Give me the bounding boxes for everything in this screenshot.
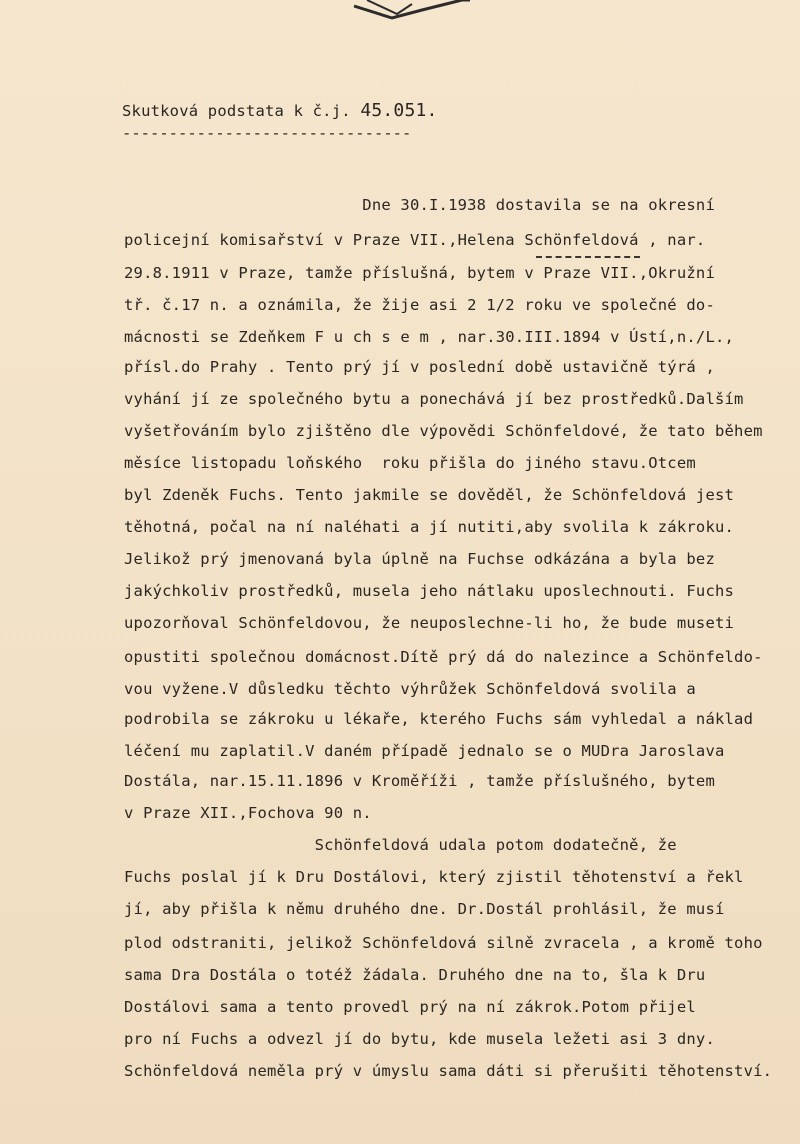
text-line: podrobila se zákroku u lékaře, kterého Fuchs sám vyhledal a náklad [124,710,754,728]
text-line: Dne 30.I.1938 dostavila se na okresní [124,196,715,214]
text-line: Schönfeldová neměla prý v úmyslu sama dáti si přerušiti těhotenství. [124,1062,773,1080]
text-line: pro ní Fuchs a odvezl jí do bytu, kde musela ležeti asi 3 dny. [124,1030,715,1048]
text-line: Dostálovi sama a tento provedl prý na ní zákrok.Potom přijel [124,998,696,1016]
text-line: plod odstraniti, jelikož Schönfeldová silně zvracela , a kromě toho [124,934,763,952]
text-line: 29.8.1911 v Praze, tamže příslušná, bytem v Praze VII.,Okružní [124,264,715,282]
document-title [122,100,438,121]
text-line: sama Dra Dostála o totéž žádala. Druhého dne na to, šla k Dru [124,966,706,984]
text-line: léčení mu zaplatil.V daném případě jednalo se o MUDra Jaroslava [124,742,725,760]
text-line: tř. č.17 n. a oznámila, že žije asi 2 1/2 roku ve společné do- [124,296,715,314]
title-underline: ------------------------------- [122,124,412,142]
text-line: jí, aby přišla k němu druhého dne. Dr.Dostál prohlásil, že musí [124,900,725,918]
text-line: vyhání jí ze společného bytu a ponechává jí bez prostředků.Dalším [124,390,744,408]
text-line: Fuchs poslal jí k Dru Dostálovi, který zjistil těhotenství a řekl [124,868,744,886]
text-line: Schönfeldová udala potom dodatečně, že [124,836,677,854]
text-line: byl Zdeněk Fuchs. Tento jakmile se dověděl, že Schönfeldová jest [124,486,735,504]
text-line: Jelikož prý jmenovaná byla úplně na Fuchse odkázána a byla bez [124,550,715,568]
text-line: jakýchkoliv prostředků, musela jeho nátlaku uposlechnouti. Fuchs [124,582,735,600]
text-line: opustiti společnou domácnost.Dítě prý dá do nalezince a Schönfeldo- [124,648,763,666]
text-line: mácnosti se Zdeňkem F u ch s e m , nar.30.III.1894 v Ústí,n./L., [124,328,735,346]
text-line: těhotná, počal na ní naléhati a jí nutiti,aby svolila k zákroku. [124,518,735,536]
text-line: vyšetřováním bylo zjištěno dle výpovědi Schönfeldové, že tato během [124,422,763,440]
paper-clip-mark [352,0,472,30]
underline-mark [536,256,640,258]
text-line: v Praze XII.,Fochova 90 n. [124,804,372,822]
text-line: Dostála, nar.15.11.1896 v Kroměříži , tamže příslušného, bytem [124,772,715,790]
title-prefix: Skutková podstata k č.j. [122,102,351,120]
text-line: policejní komisařství v Praze VII.,Helena Schönfeldová , nar. [124,231,706,249]
title-number: 45.051. [360,100,438,121]
text-line: upozorňoval Schönfeldovou, že neuposlechne-li ho, že bude museti [124,614,735,632]
text-line: měsíce listopadu loňského roku přišla do jiného stavu.Otcem [124,454,696,472]
text-line: vou vyžene.V důsledku těchto výhrůžek Schönfeldová svolila a [124,680,696,698]
text-line: přísl.do Prahy . Tento prý jí v poslední době ustavičně týrá , [124,358,715,376]
